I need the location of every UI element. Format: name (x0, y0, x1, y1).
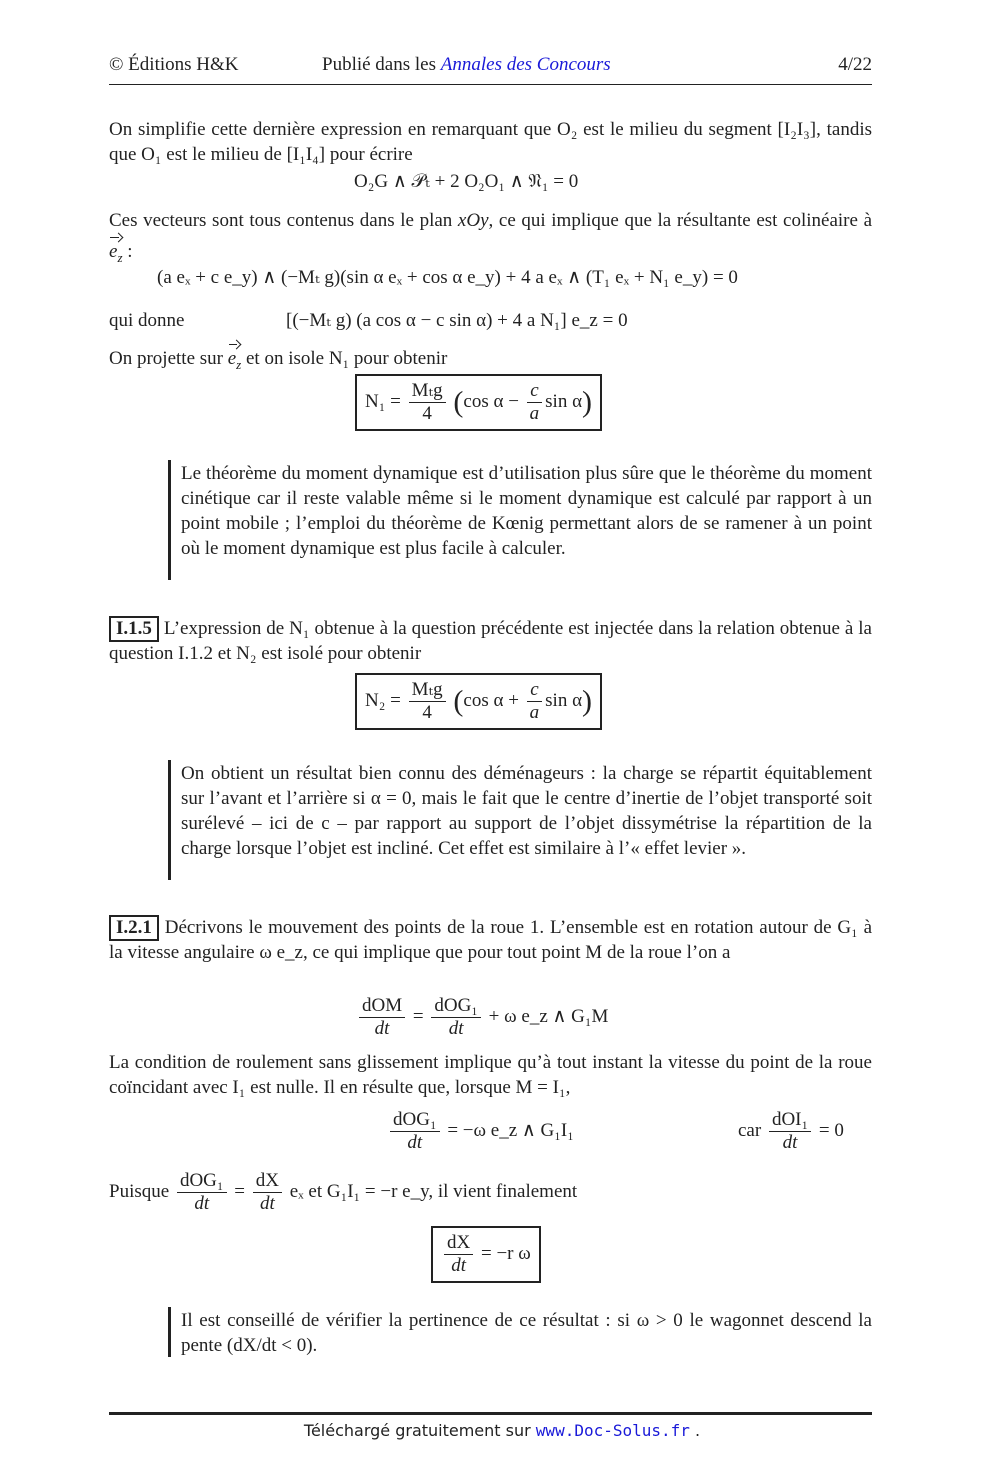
annales-link[interactable]: Annales des Concours (440, 54, 611, 75)
note-moment-dynamique: Le théorème du moment dynamique est d’utilisation plus sûre que le théorème du moment cinétique car il reste valable même si le moment dynamique est calculé par rapport à un point mobile ; l’emploi du théorème de Kœnig permettant alors de se ramener à un point où le moment dynamique est plus facile à calculer. (181, 463, 872, 559)
colinear-text-2: , ce qui implique que la résultante est colinéaire à (488, 210, 872, 231)
note-bar-3 (168, 1307, 171, 1357)
plane-name: xOy (457, 210, 489, 231)
note-bar-1 (168, 460, 171, 580)
project-text-2: et on isole N₁ pour obtenir (241, 348, 448, 369)
colinear-text-1: Ces vecteurs sont tous contenus dans le plan (109, 210, 458, 231)
I-1-5-text: L’expression de N₁ obtenue à la question précédente est injectée dans la relation obtenue à la question I.1.2 et N₂ est isolé pour obtenir (109, 618, 872, 664)
page-header (109, 54, 872, 80)
N1-lhs: N₁ = (365, 390, 401, 412)
N2-c-over-a: $\frac{c}{a}$ (527, 679, 543, 724)
dOG1-dt-2: $\frac{\text{dOG₁}}{dt}$ (390, 1109, 440, 1154)
question-label-I-2-1: I.2.1 (109, 915, 159, 941)
paragraph-I-2-1 (109, 915, 872, 966)
doc-solus-link[interactable]: www.Doc-Solus.fr (535, 1421, 690, 1440)
paragraph-rolling: La condition de roulement sans glissement implique qu’à tout instant la vitesse du point de la roue coïncidant avec I₁ est nulle. Il en résulte que, lorsque M = I₁, (109, 1052, 872, 1098)
note-demenageurs: On obtient un résultat bien connu des déménageurs : la charge se répartit équitablement sur l’avant et l’arrière si α = 0, mais le fait que le centre d’inertie de l’objet transporté soit surélevé – ici de c – par rapport au support de l’objet dissymétrise la répartition de la charge lorsque l’objet est incliné. Cet effet est similaire à l’« effet levier ». (181, 763, 872, 859)
paragraph-I-1-5 (109, 616, 872, 667)
equation-puisque: Puisque $\frac{\text{dOG₁}}{dt}$ = $\frac{dX}{dt}$ eₓ et G₁I₁ = −r e_y, il vient finalement (109, 1170, 578, 1214)
N1-fraction: $\frac{\text{Mₜg}}{4}$ (409, 380, 446, 425)
dOI1-dt: $\frac{\text{dOI₁}}{dt}$ (769, 1109, 811, 1154)
page-footer (0, 1421, 1004, 1440)
dOM-dt: $\frac{\text{dOM}}{dt}$ (359, 995, 405, 1040)
dOG1-dt: $\frac{\text{dOG₁}}{dt}$ (431, 995, 481, 1040)
footer-prefix: Téléchargé gratuitement sur (303, 1421, 536, 1440)
dX-dt: $\frac{dX}{dt}$ (253, 1170, 282, 1215)
N2-fraction: $\frac{\text{Mₜg}}{4}$ (409, 679, 446, 724)
footer-rule (109, 1412, 872, 1415)
final-dX-dt: $\frac{dX}{dt}$ (444, 1232, 473, 1277)
equation-velocity-M: $\frac{\text{dOM}}{dt}$ = $\frac{\text{dOG₁}}{dt}$ + ω e_z ∧ G₁M (356, 995, 608, 1040)
result-dXdt-box: $\frac{dX}{dt}$ = −r ω (431, 1226, 541, 1283)
note-verification: Il est conseillé de vérifier la pertinence de ce résultat : si ω > 0 le wagonnet descend la pente (dX/dt < 0). (181, 1310, 872, 1356)
publisher-label: © Éditions H&K (109, 54, 239, 75)
project-text-1: On projette sur (109, 348, 228, 369)
ez-vector-2: $e_z$ (228, 341, 242, 377)
paragraph-project (109, 341, 872, 377)
equation-projection: [(−Mₜ g) (a cos α − c sin α) + 4 a N₁] e_z = 0 (286, 310, 628, 331)
equation-torques: (a eₓ + c e_y) ∧ (−Mₜ g)(sin α eₓ + cos α e_y) + 4 a eₓ ∧ (T₁ eₓ + N₁ e_y) = 0 (157, 267, 738, 288)
header-rule (109, 84, 872, 85)
I-2-1-text: Décrivons le mouvement des points de la roue 1. L’ensemble est en rotation autour de G₁ à la vitesse angulaire ω e_z, ce qui implique que pour tout point M de la roue l’on a (109, 917, 872, 963)
N1-c-over-a: $\frac{c}{a}$ (527, 380, 543, 425)
page-number: 4/22 (838, 54, 872, 75)
footer-suffix: . (689, 1421, 701, 1440)
result-N1-box: N₁ = $\frac{\text{Mₜg}}{4}$ (cos α − $\frac{c}{a}$ sin α) (355, 374, 602, 431)
paragraph-colinear (109, 209, 872, 270)
publication-note (322, 54, 611, 76)
qui-donne-label: qui donne (109, 310, 185, 331)
paragraph-simplify: On simplifie cette dernière expression en remarquant que O₂ est le milieu du segment [I₂I₃], tandis que O₁ est le milieu de [I₁I₄] pour écrire (109, 119, 872, 165)
colinear-text-3: : (122, 240, 133, 262)
ez-vector: $e_z$ (109, 234, 123, 270)
N2-lhs: N₂ = (365, 689, 401, 711)
publication-prefix: Publié dans les (322, 54, 441, 75)
equation-moment-sum: O₂G ∧ 𝒫ₜ + 2 O₂O₁ ∧ 𝔑₁ = 0 (354, 171, 579, 192)
note-bar-2 (168, 760, 171, 880)
equation-OI1: car $\frac{\text{dOI₁}}{dt}$ = 0 (738, 1109, 844, 1153)
equation-rolling: $\frac{\text{dOG₁}}{dt}$ = −ω e_z ∧ G₁I₁ (387, 1109, 574, 1154)
result-N2-box: N₂ = $\frac{\text{Mₜg}}{4}$ (cos α + $\frac{c}{a}$ sin α) (355, 673, 602, 730)
question-label-I-1-5: I.1.5 (109, 616, 159, 642)
dOG1-dt-3: $\frac{\text{dOG₁}}{dt}$ (177, 1170, 227, 1215)
